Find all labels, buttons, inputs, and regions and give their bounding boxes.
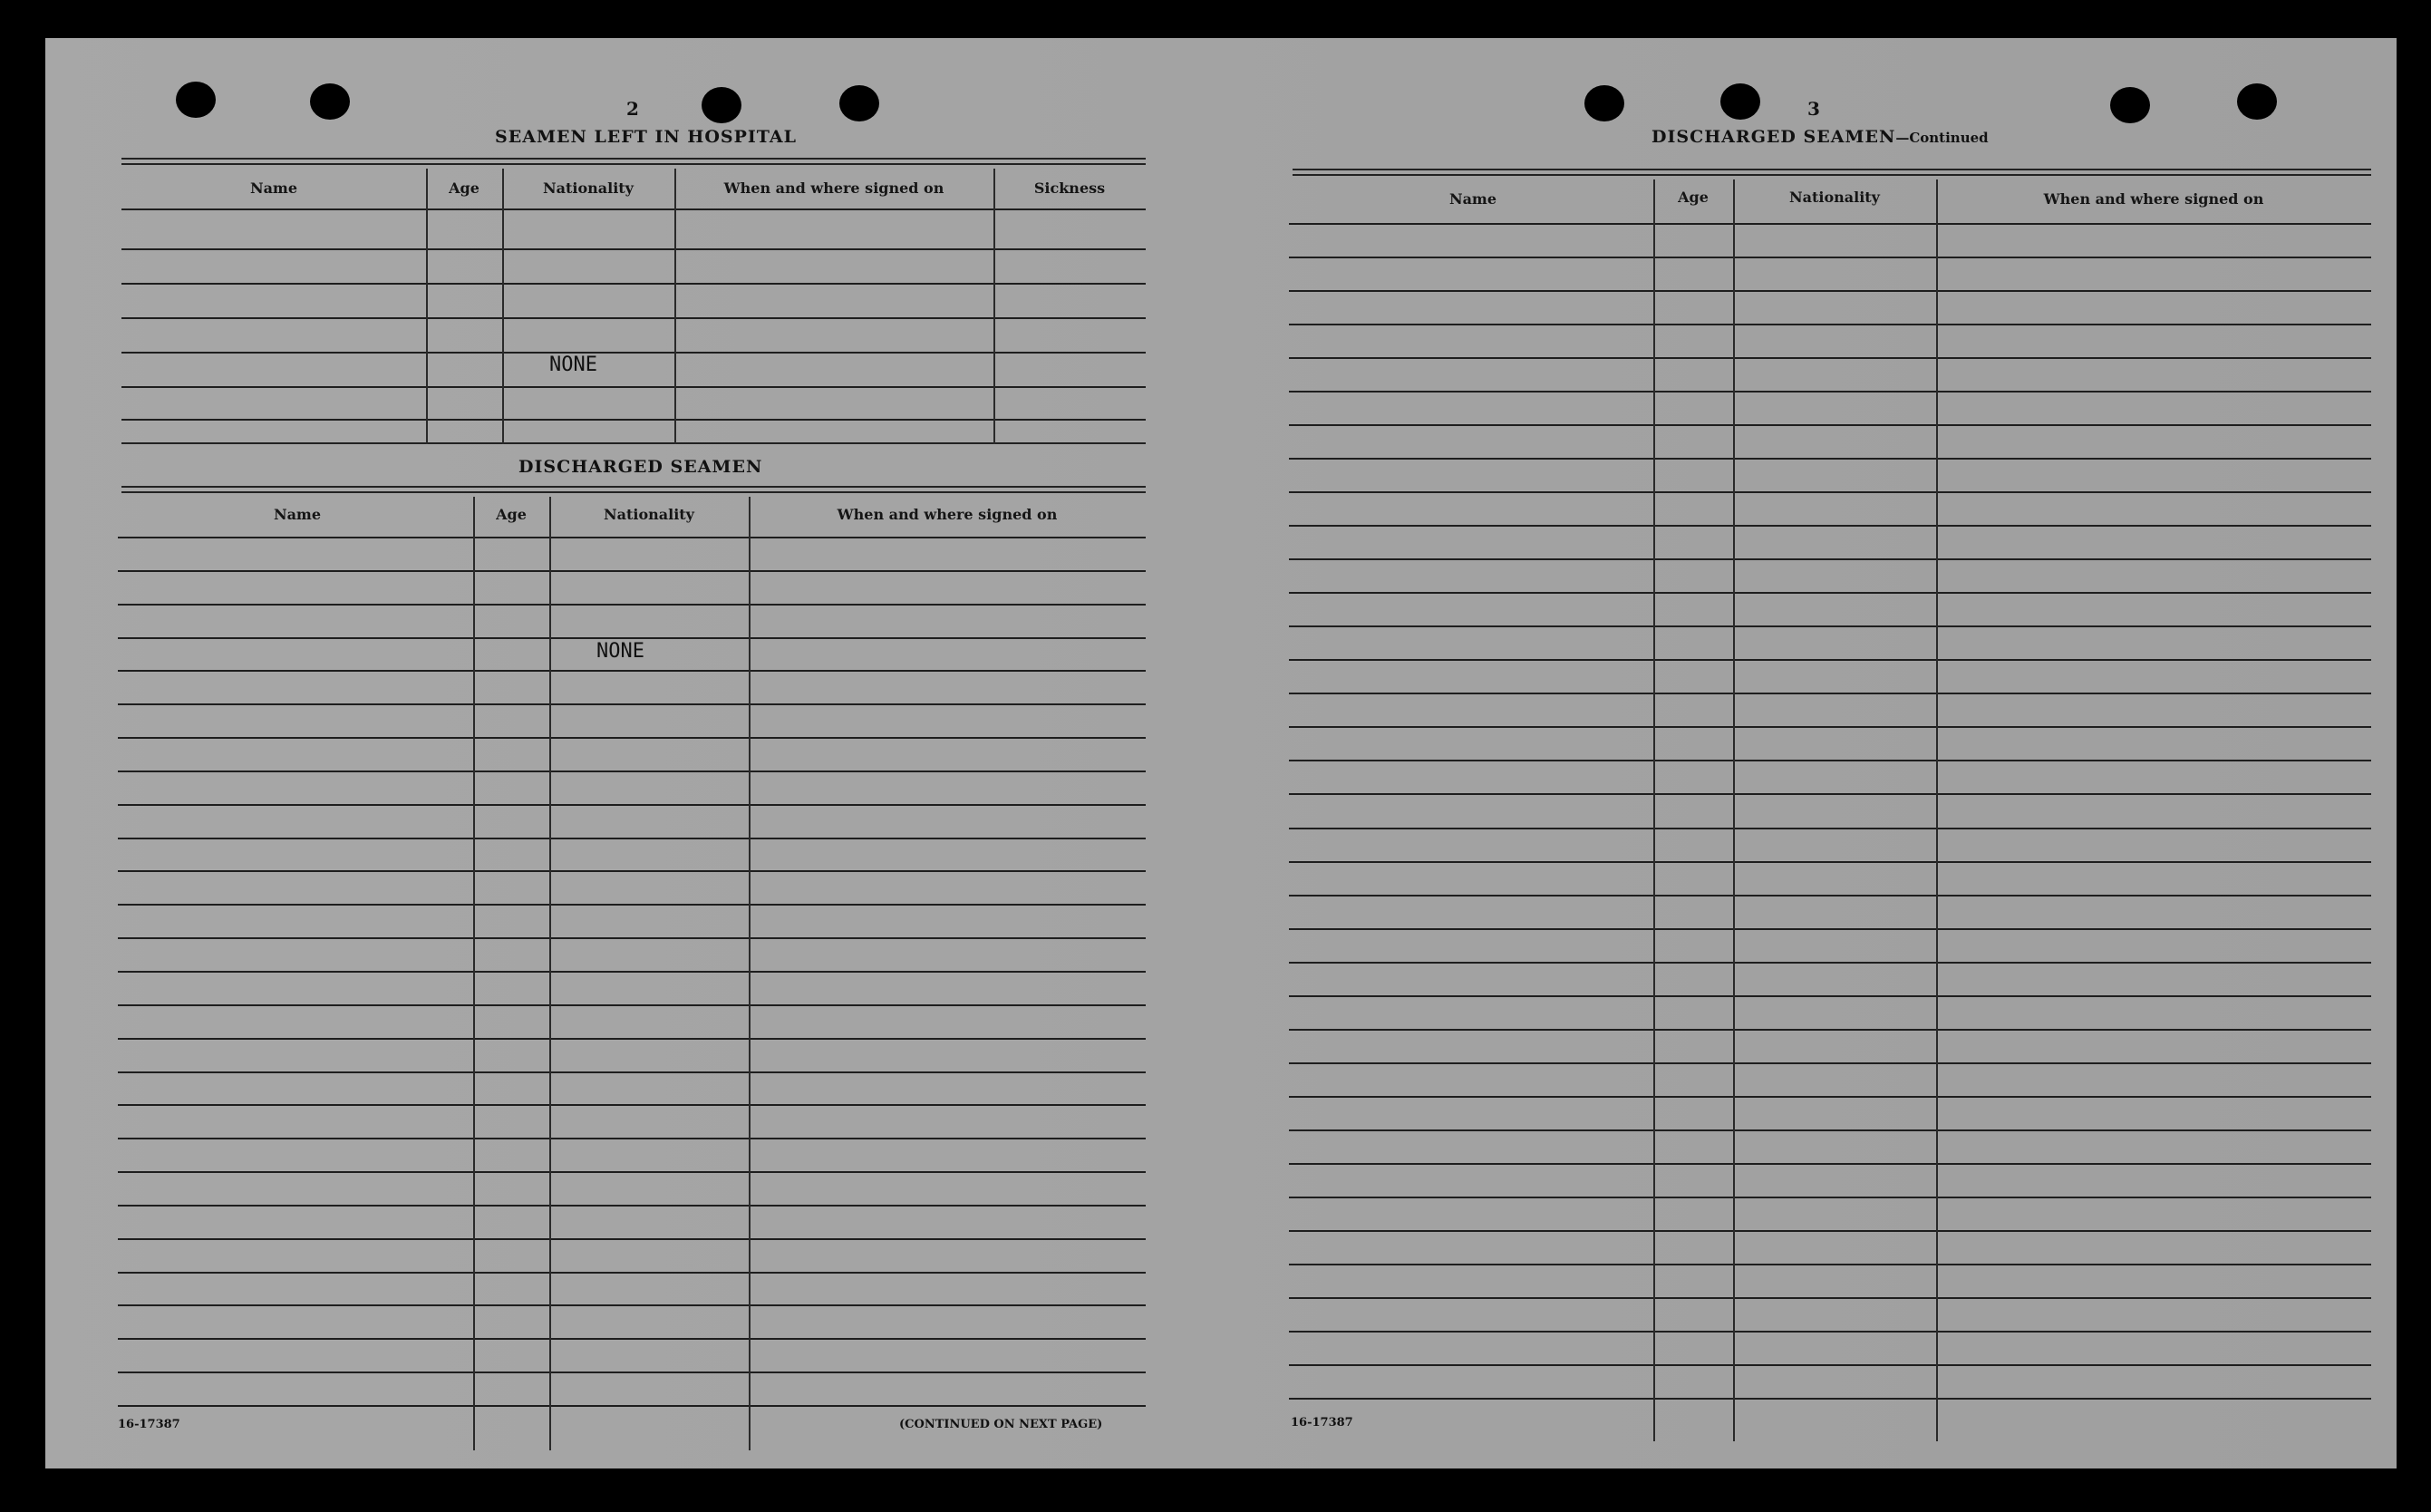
punch-hole [176,82,216,118]
table-row [1289,1129,2371,1131]
table-row [1289,1264,2371,1265]
col-head-age: Age [496,506,527,523]
punch-hole [1720,83,1760,120]
table-row [1289,1398,2371,1400]
form-number-left: 16-17387 [118,1418,180,1431]
punch-hole [839,85,879,121]
table-row [1289,391,2371,393]
table-row [118,804,1146,806]
table-row [1289,995,2371,997]
col-head-signed-on: When and where signed on [2043,190,2264,208]
table-row [1289,1230,2371,1232]
table-row [1289,928,2371,930]
table-row [1289,525,2371,527]
table-row [1289,558,2371,560]
table-row [1289,1029,2371,1031]
table-row [1289,760,2371,761]
table-row [118,570,1146,572]
punch-hole [310,83,350,120]
col-head-name: Name [273,506,322,523]
col-head-nationality: Nationality [604,506,694,523]
table-row [1289,1197,2371,1198]
hospital-section-title: SEAMEN LEFT IN HOSPITAL [495,127,797,147]
table-row [1289,223,2371,225]
table-row [1289,290,2371,292]
col-head-name: Name [1448,190,1497,208]
col-head-nationality: Nationality [543,179,634,197]
discharged-entry-none: NONE [596,640,644,663]
table-row [1289,962,2371,964]
table-row [118,1171,1146,1173]
table-row [118,737,1146,739]
table-row [1289,257,2371,258]
discharged-continued-title [1651,127,1989,147]
table-row [118,904,1146,906]
table-row [1289,592,2371,594]
table-row [118,1338,1146,1340]
table-row [118,637,1146,639]
col-head-nationality: Nationality [1789,189,1880,206]
title-main: DISCHARGED SEAMEN [1651,127,1896,147]
table-row [1289,1364,2371,1366]
table-row [118,1138,1146,1139]
table-row [1289,1331,2371,1333]
table-row [1289,793,2371,795]
table-row [1289,1297,2371,1299]
col-head-name: Name [249,179,298,197]
document-sheet [45,38,2397,1468]
table-row [121,208,1146,210]
table-row [121,352,1146,354]
table-row [1289,424,2371,426]
table-row [121,419,1146,421]
table-row [118,1238,1146,1240]
hospital-entry-none: NONE [549,354,597,376]
table-row [1289,828,2371,829]
col-head-signed-on: When and where signed on [837,506,1058,523]
table-row [118,1371,1146,1373]
table-row [118,1205,1146,1207]
table-row [118,1038,1146,1040]
table-row [118,1104,1146,1106]
col-head-age: Age [449,179,479,197]
col-head-sickness: Sickness [1033,179,1106,197]
table-row [1289,1096,2371,1098]
table-row [1289,458,2371,460]
table-row [118,870,1146,872]
table-row [1289,1062,2371,1064]
table-row [118,1304,1146,1306]
table-row [1289,659,2371,661]
table-row [118,670,1146,672]
punch-hole [702,87,741,123]
table-row [121,317,1146,319]
table-row [118,537,1146,538]
table-row [1289,491,2371,493]
page-number-left: 2 [626,98,639,120]
table-row [118,838,1146,839]
table-row [118,771,1146,772]
table-row [1289,693,2371,694]
table-row [118,604,1146,606]
table-row [1289,861,2371,863]
table-row [1289,357,2371,359]
punch-hole [2110,87,2150,123]
table-row [118,937,1146,939]
table-row [1289,895,2371,897]
table-row [118,971,1146,973]
form-number-right: 16-17387 [1291,1416,1353,1430]
table-row [1289,726,2371,728]
col-head-signed-on: When and where signed on [723,179,944,197]
table-row [118,1405,1146,1407]
col-head-age: Age [1678,189,1709,206]
punch-hole [1584,85,1624,121]
punch-hole [2237,83,2277,120]
table-row [1289,625,2371,627]
table-row [121,283,1146,285]
table-row [1289,324,2371,325]
table-row [118,1004,1146,1006]
continued-note: (CONTINUED ON NEXT PAGE) [899,1418,1103,1431]
table-row [121,386,1146,388]
table-row [118,703,1146,705]
table-row [118,1272,1146,1274]
title-continued: —Continued [1895,130,1989,146]
table-row [118,1071,1146,1073]
table-row [1289,1163,2371,1165]
page-number-right: 3 [1807,98,1820,120]
discharged-section-title: DISCHARGED SEAMEN [518,457,763,477]
table-row [121,248,1146,250]
